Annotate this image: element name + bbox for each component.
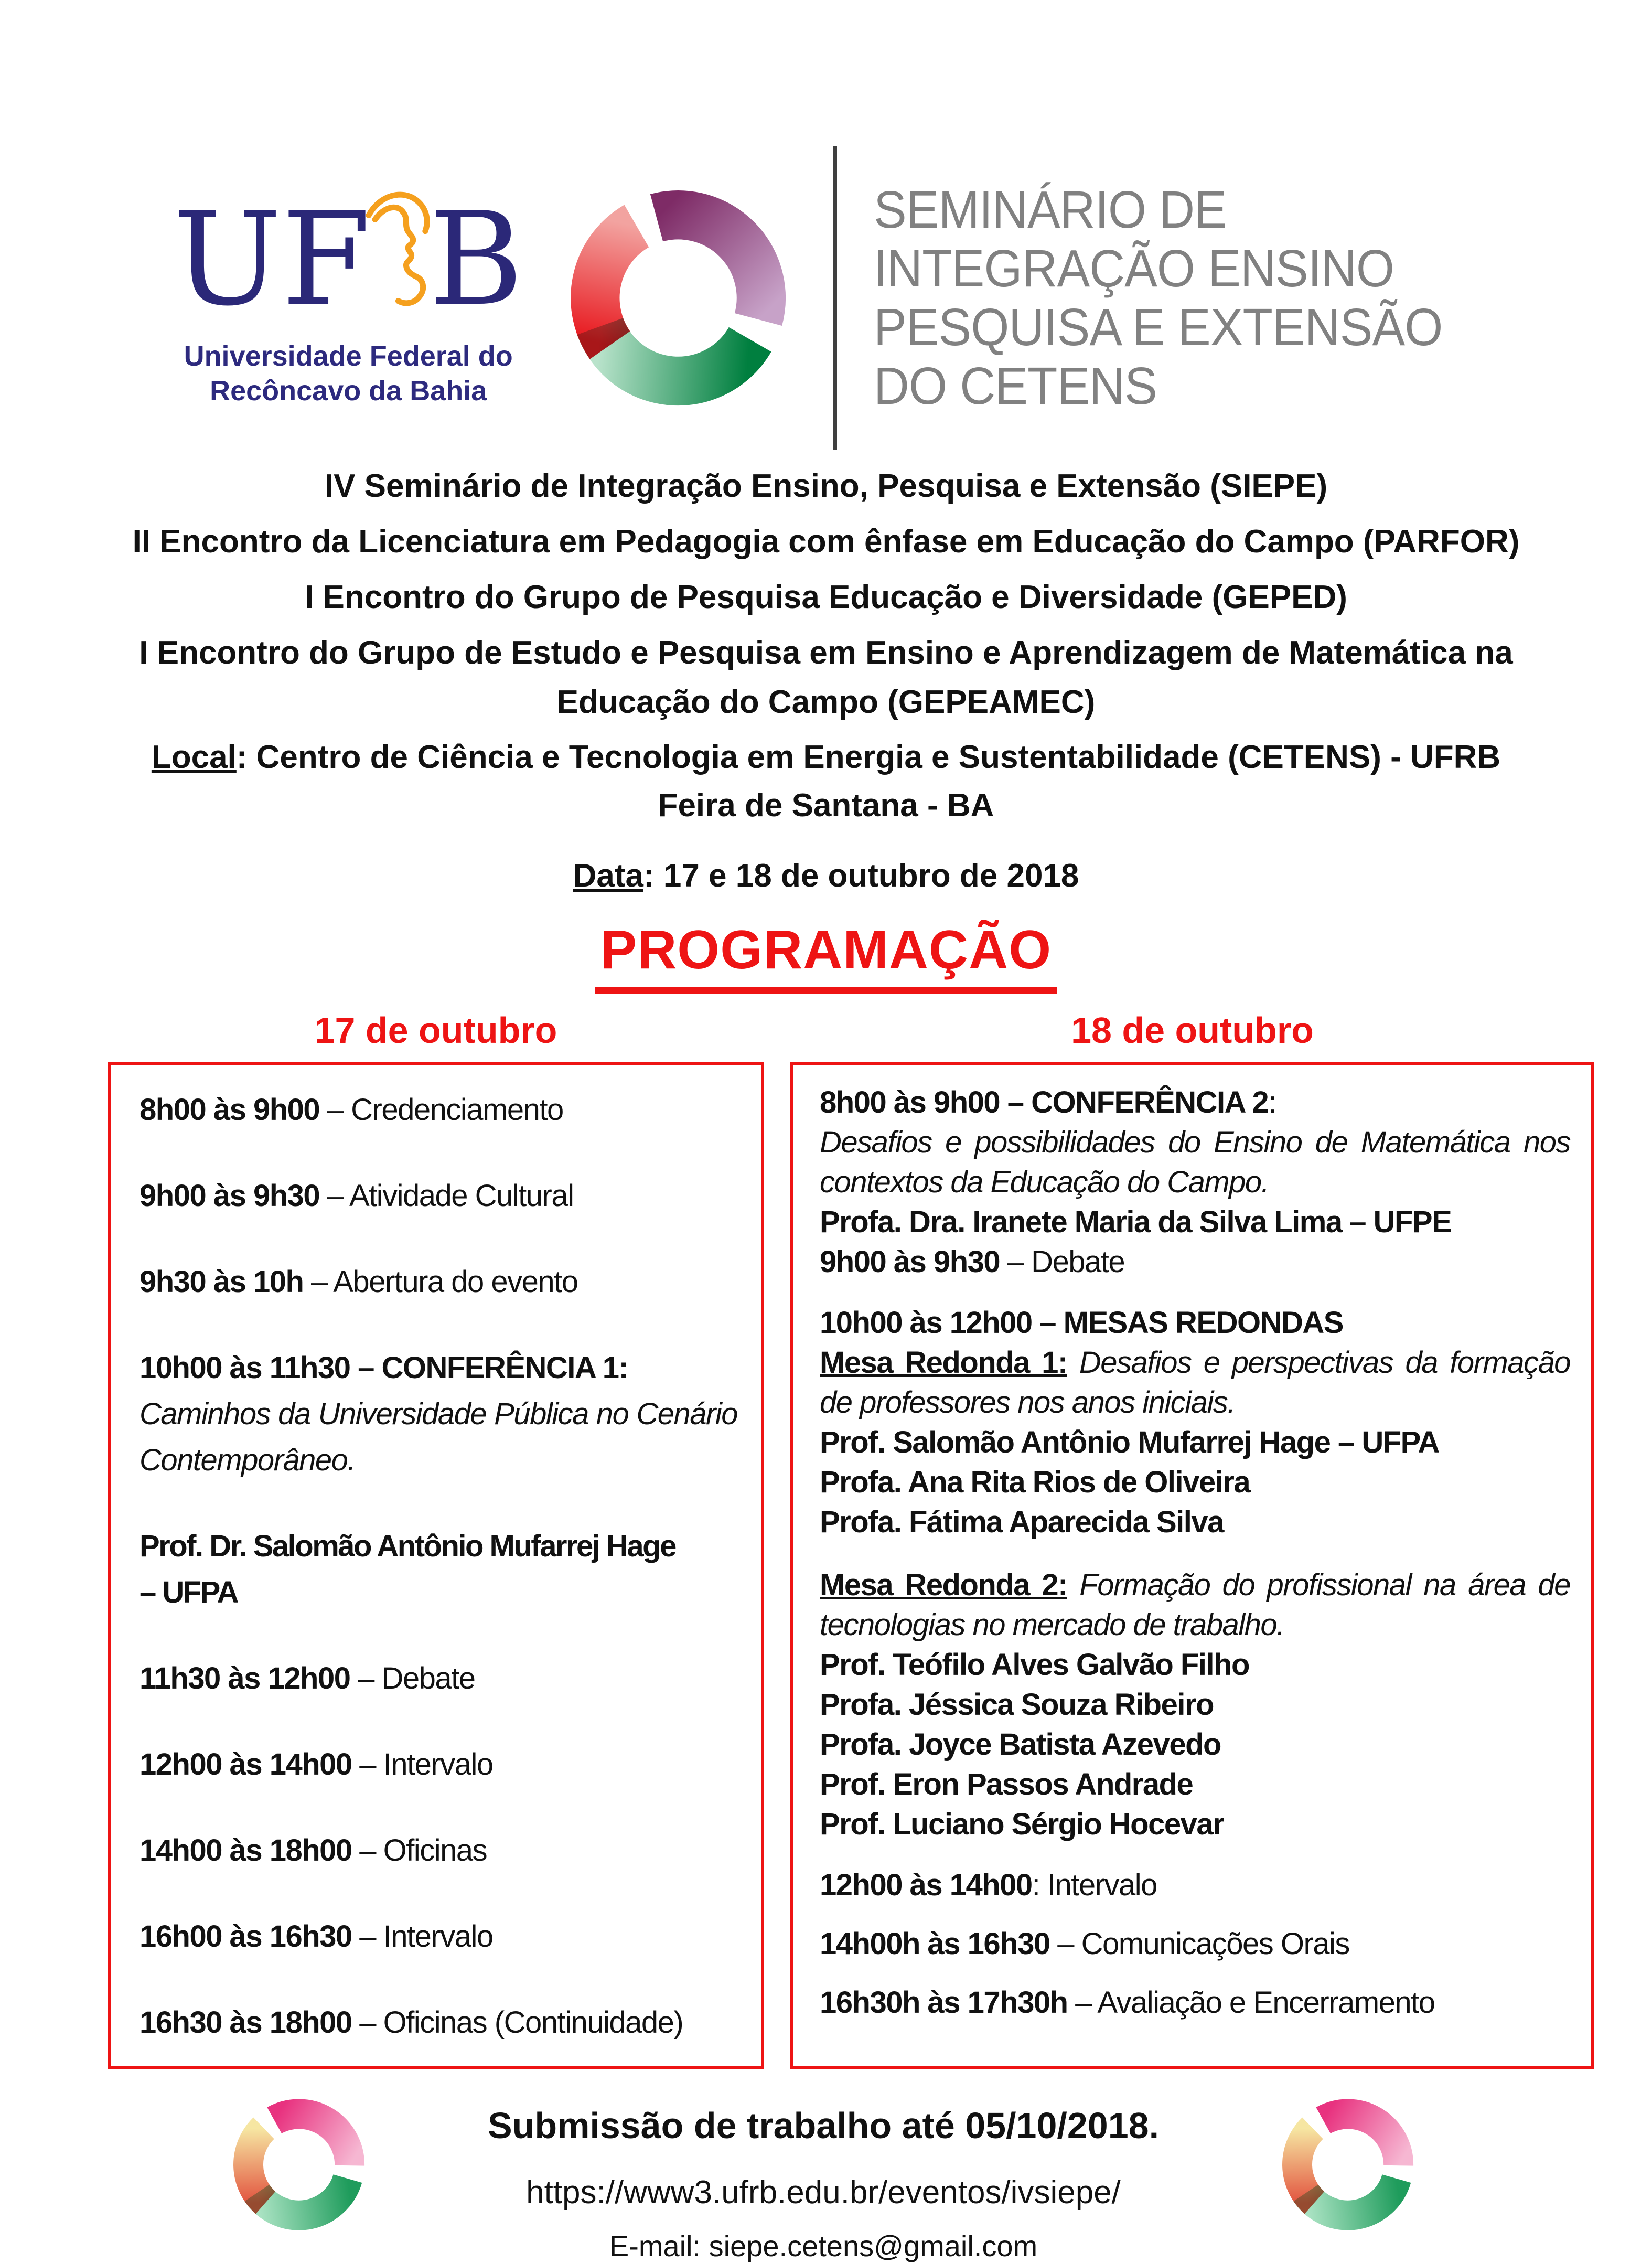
seminar-line-2: INTEGRAÇÃO ENSINO (873, 239, 1394, 298)
ufrb-wordmark (173, 184, 523, 334)
footer (0, 2069, 1652, 2262)
seminar-title-block (874, 180, 1442, 415)
local-text: : Centro de Ciência e Tecnologia em Energia e Sustentabilidade (CETENS) - UFRB (236, 739, 1501, 775)
date-line (0, 852, 1652, 900)
conference1-description: Caminhos da Universidade Pública no Cenário Contemporâneo. (140, 1397, 737, 1477)
speaker-name: Profa. Joyce Batista Azevedo (820, 1727, 1221, 1762)
speaker-name: Profa. Ana Rita Rios de Oliveira (820, 1465, 1250, 1499)
program-heading: PROGRAMAÇÃO (595, 919, 1057, 994)
mesas-redondas-header: 10h00 às 12h00 – MESAS REDONDAS (820, 1306, 1343, 1340)
schedule-entry: 12h00 às 14h00: Intervalo (820, 1868, 1157, 1902)
schedule-entry: 11h30 às 12h00 – Debate (140, 1661, 475, 1695)
ufrb-letters-uf: UF (173, 184, 371, 334)
event-title-2: II Encontro da Licenciatura em Pedagogia com ênfase em Educação do Campo (PARFOR) (132, 524, 1520, 560)
mesa-redonda-2: Mesa Redonda 2: Formação do profissional na área de tecnologias no mercado de trabalho. (820, 1568, 1570, 1642)
event-url-link[interactable]: https://www3.ufrb.edu.br/eventos/ivsiepe/ (526, 2174, 1121, 2211)
conference2-title: 8h00 às 9h00 – CONFERÊNCIA 2: (820, 1085, 1276, 1119)
header-divider (833, 146, 837, 450)
header (0, 0, 1652, 441)
speaker-name: Prof. Luciano Sérgio Hocevar (820, 1807, 1224, 1841)
event-title-1: IV Seminário de Integração Ensino, Pesquisa e Extensão (SIEPE) (324, 468, 1328, 504)
speaker-name: Prof. Teófilo Alves Galvão Filho (820, 1648, 1249, 1682)
event-title-3: I Encontro do Grupo de Pesquisa Educação e Diversidade (GEPED) (305, 579, 1347, 615)
day2-header: 18 de outubro (1071, 1010, 1314, 1051)
event-info (0, 733, 1652, 900)
ufrb-caption-line1: Universidade Federal do (184, 340, 513, 372)
local-city-line: Feira de Santana - BA (658, 787, 994, 824)
conference1-title: 10h00 às 11h30 – CONFERÊNCIA 1: (140, 1351, 628, 1385)
schedule-entry: 14h00h às 16h30 – Comunicações Orais (820, 1927, 1349, 1961)
footer-triangle-logo-right-icon (1274, 2085, 1421, 2245)
day1-schedule-box (108, 1062, 764, 2069)
event-title-4: I Encontro do Grupo de Estudo e Pesquisa em Ensino e Aprendizagem de Matemática na Educação do Campo (GEPEAMEC) (139, 635, 1513, 720)
conference2-description: Desafios e possibilidades do Ensino de Matemática nos contextos da Educação do Campo. (820, 1125, 1570, 1199)
schedule-entry: 8h00 às 9h00 – Credenciamento (140, 1093, 563, 1127)
schedule-entry: 16h30h às 17h30h – Avaliação e Encerramento (820, 1986, 1435, 2020)
schedule-entry: 9h00 às 9h30 – Debate (820, 1245, 1125, 1279)
local-line (0, 733, 1652, 782)
schedule-columns (0, 1062, 1652, 2069)
date-text: : 17 e 18 de outubro de 2018 (643, 858, 1079, 894)
ufrb-logo (173, 184, 523, 408)
speaker-name: Profa. Jéssica Souza Ribeiro (820, 1688, 1214, 1722)
day2-schedule-box (790, 1062, 1594, 2069)
schedule-entry: 12h00 às 14h00 – Intervalo (140, 1747, 493, 1781)
mesa-redonda-1: Mesa Redonda 1: Desafios e perspectivas da formação de professores nos anos iniciais. (820, 1346, 1571, 1419)
ufrb-caption (173, 339, 523, 408)
cetens-triangle-logo-icon (560, 167, 796, 429)
event-titles (0, 462, 1652, 727)
seminar-line-4: DO CETENS (873, 356, 1157, 415)
ufrb-caption-line2: Recôncavo da Bahia (210, 375, 487, 407)
schedule-entry: 9h00 às 9h30 – Atividade Cultural (140, 1179, 574, 1213)
schedule-entry: 9h30 às 10h – Abertura do evento (140, 1265, 578, 1299)
program-section (0, 919, 1652, 994)
submission-deadline: Submissão de trabalho até 05/10/2018. (487, 2105, 1160, 2146)
footer-triangle-logo-left-icon (226, 2085, 372, 2245)
contact-email[interactable]: E-mail: siepe.cetens@gmail.com (609, 2229, 1038, 2262)
face-profile-icon (364, 188, 435, 325)
speaker-name: Profa. Fátima Aparecida Silva (820, 1505, 1224, 1539)
local-label: Local (151, 739, 237, 775)
conference2-speaker: Profa. Dra. Iranete Maria da Silva Lima – UFPE (820, 1205, 1452, 1239)
speaker-name: Prof. Eron Passos Andrade (820, 1767, 1193, 1801)
conference1-speaker: Prof. Dr. Salomão Antônio Mufarrej Hage – UFPA (140, 1529, 675, 1609)
seminar-line-1: SEMINÁRIO DE (873, 180, 1227, 239)
speaker-name: Prof. Salomão Antônio Mufarrej Hage – UFPA (820, 1425, 1439, 1459)
footer-text (372, 2084, 1274, 2263)
date-label: Data (573, 858, 643, 894)
day1-header: 17 de outubro (314, 1010, 557, 1051)
schedule-entry: 16h30 às 18h00 – Oficinas (Continuidade) (140, 2005, 683, 2040)
schedule-entry: 14h00 às 18h00 – Oficinas (140, 1833, 487, 1867)
day-headers (0, 1009, 1652, 1051)
seminar-line-3: PESQUISA E EXTENSÃO (873, 297, 1443, 357)
ufrb-letter-b: B (428, 184, 523, 334)
schedule-entry: 16h00 às 16h30 – Intervalo (140, 1919, 493, 1954)
